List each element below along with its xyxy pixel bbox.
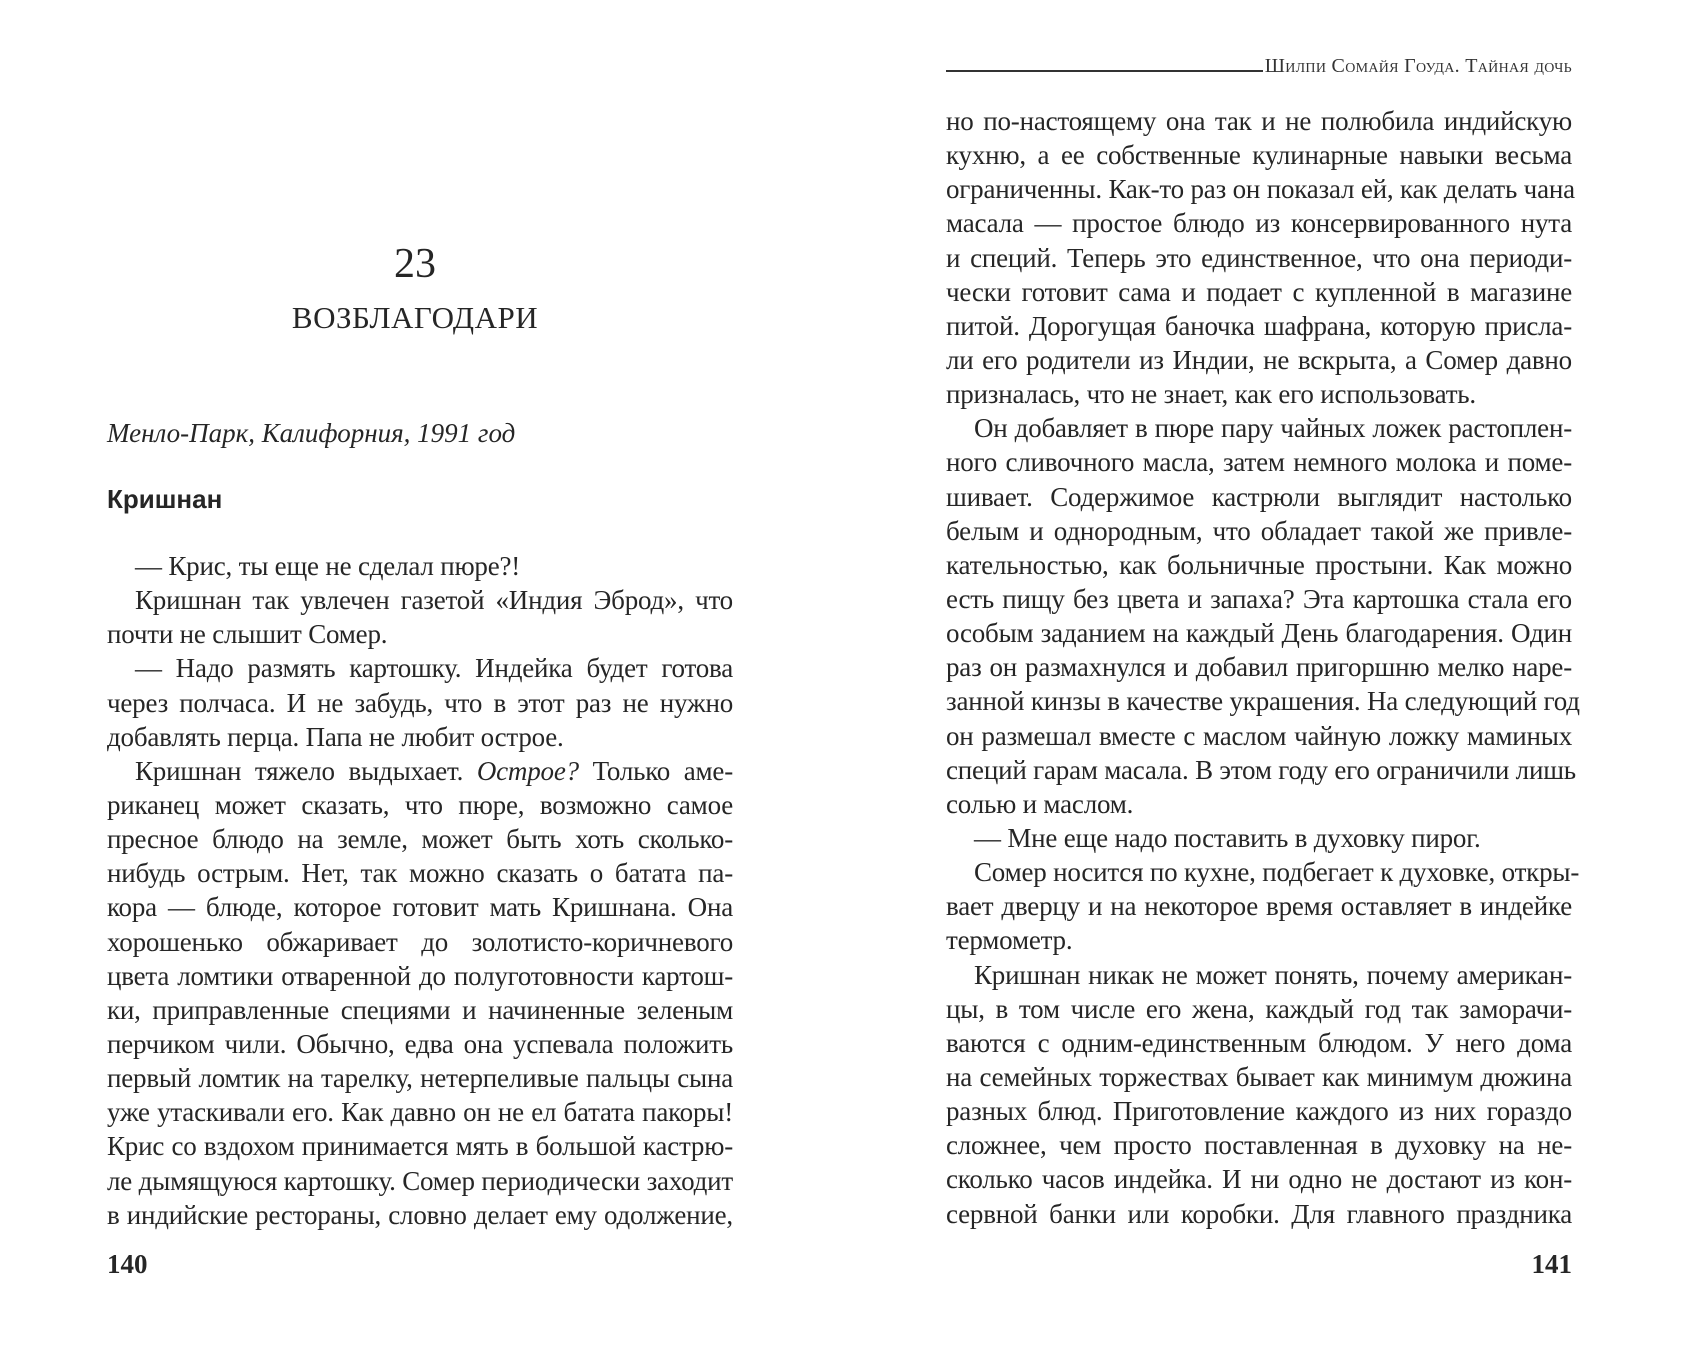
text-line: ваются с одним-единственным блюдом. У него дома [946,1027,1572,1058]
pov-heading: Кришнан [107,484,223,514]
text-line: сервной банки или коробки. Для главного праздника [946,1198,1572,1229]
text-line: солью и маслом. [946,788,1134,819]
paragraph [946,104,1575,411]
text-segment: Только аме- [578,755,733,786]
text-line: Кришнан так увлечен газетой «Индия Эброд», что [135,585,733,616]
text-line: хорошенько обжаривает до золотисто-коричневого [107,926,733,957]
text-line: первый ломтик на тарелку, нетерпеливые пальцы сына [107,1063,733,1094]
text-line: вает дверцу и на некоторое время оставляет в индейке [946,891,1572,922]
text-line: перчиком чили. Обычно, едва она успевала положить [107,1028,733,1059]
chapter-title: ВОЗБЛАГОДАРИ [291,300,539,335]
text-line: разных блюд. Приготовление каждого из них гораздо [946,1096,1572,1127]
right-page-body [946,104,1580,1231]
text-line: почти не слышит Сомер. [107,619,388,650]
text-line: питой. Дорогущая баночка шафрана, которую присла- [946,310,1572,341]
italic-text: Острое? [476,755,579,786]
left-page-body [107,549,733,1232]
chapter-number: 23 [394,241,436,287]
chapter-location: Менло-Парк, Калифорния, 1991 год [107,418,516,448]
text-line: специй гарам масала. В этом году его ограничили лишь [946,754,1576,785]
text-line: риканец может сказать, что пюре, возможно самое [107,789,733,820]
text-line: Кришнан никак не может понять, почему американ- [974,959,1572,990]
text-line: он размешал вместе с маслом чайную ложку маминых [946,720,1572,751]
text-line: на семейных торжествах бывает как минимум дюжина [946,1061,1572,1092]
paragraph [107,651,733,753]
paragraph [946,821,1572,855]
text-line: ки, приправленные специями и начиненные зеленым [107,994,733,1025]
text-line: в индийские рестораны, словно делает ему одолжение, [107,1199,733,1230]
text-line: Он добавляет в пюре пару чайных ложек растоплен- [974,413,1572,444]
page-number-right: 141 [1531,1249,1572,1279]
paragraph [946,411,1580,821]
text-line: — Крис, ты еще не сделал пюре?! [135,551,521,581]
paragraph [107,583,733,651]
text-line [107,754,733,788]
text-line: цы, в том числе его жена, каждый год так заморачи- [946,993,1572,1024]
paragraph [946,855,1580,957]
text-line: кухню, а ее собственные кулинарные навыки весьма [946,140,1572,171]
text-line: сколько часов индейка. И ни одно не достают из кон- [946,1164,1572,1195]
running-header [946,48,1572,78]
text-segment: Кришнан тяжело выдыхает. [135,755,477,786]
text-line: масала — простое блюдо из консервированного нута [946,208,1572,239]
text-line: особым заданием на каждый День благодарения. Один [946,618,1572,649]
text-line: чески готовит сама и подает с купленной в магазине [946,276,1572,307]
text-line: кора — блюде, которое готовит мать Кришнана. Она [107,892,733,923]
text-line: Сомер носится по кухне, подбегает к духовке, откры- [974,857,1580,888]
text-line: — Мне еще надо поставить в духовку пирог. [974,822,1481,853]
paragraph [107,549,733,583]
text-line: уже утаскивали его. Как давно он не ел батата пакоры! [107,1097,733,1128]
text-line: Крис со вздохом принимается мять в большой кастрю- [107,1131,733,1162]
text-line: — Надо размять картошку. Индейка будет готова [135,653,733,684]
text-line: сложнее, чем просто поставленная в духовку на не- [946,1130,1572,1161]
text-line: призналась, что не знает, как его использовать. [946,379,1476,410]
text-line: ного сливочного масла, затем немного молока и поме- [946,447,1572,478]
text-line: кательностью, как больничные простыни. Как можно [946,549,1572,580]
text-line: пресное блюдо на земле, может быть хоть сколько- [107,824,733,855]
text-line: но по-настоящему она так и не полюбила индийскую [946,106,1572,136]
text-line: нибудь острым. Нет, так можно сказать о батата па- [107,858,733,889]
running-title: Шилпи Сомайя Гоуда. Тайная дочь [1264,55,1572,77]
text-line: есть пищу без цвета и запаха? Эта картошка стала его [946,583,1572,614]
text-line: белым и однородным, что обладает такой же привле- [946,515,1572,546]
paragraph [946,958,1572,1231]
text-line: и специй. Теперь это единственное, что она периоди- [946,242,1572,273]
text-line: через полчаса. И не забудь, что в этот раз не нужно [107,687,733,718]
text-line: шивает. Содержимое кастрюли выглядит настолько [946,481,1572,512]
header-rule [946,70,1263,72]
text-line: цвета ломтики отваренной до полуготовности картош- [107,960,733,991]
text-line: добавлять перца. Папа не любит острое. [107,721,564,752]
text-line: ограниченны. Как-то раз он показал ей, как делать чана [946,174,1575,205]
paragraph [107,754,733,1232]
text-line: ле дымящуюся картошку. Сомер периодически заходит [107,1165,733,1196]
text-line: термометр. [946,925,1073,956]
text-line: занной кинзы в качестве украшения. На следующий год [946,686,1580,717]
text-line: ли его родители из Индии, не вскрыта, а Сомер давно [946,344,1572,375]
text-line: раз он размахнулся и добавил пригоршню мелко наре- [946,652,1572,683]
page-number-left: 140 [107,1249,148,1279]
